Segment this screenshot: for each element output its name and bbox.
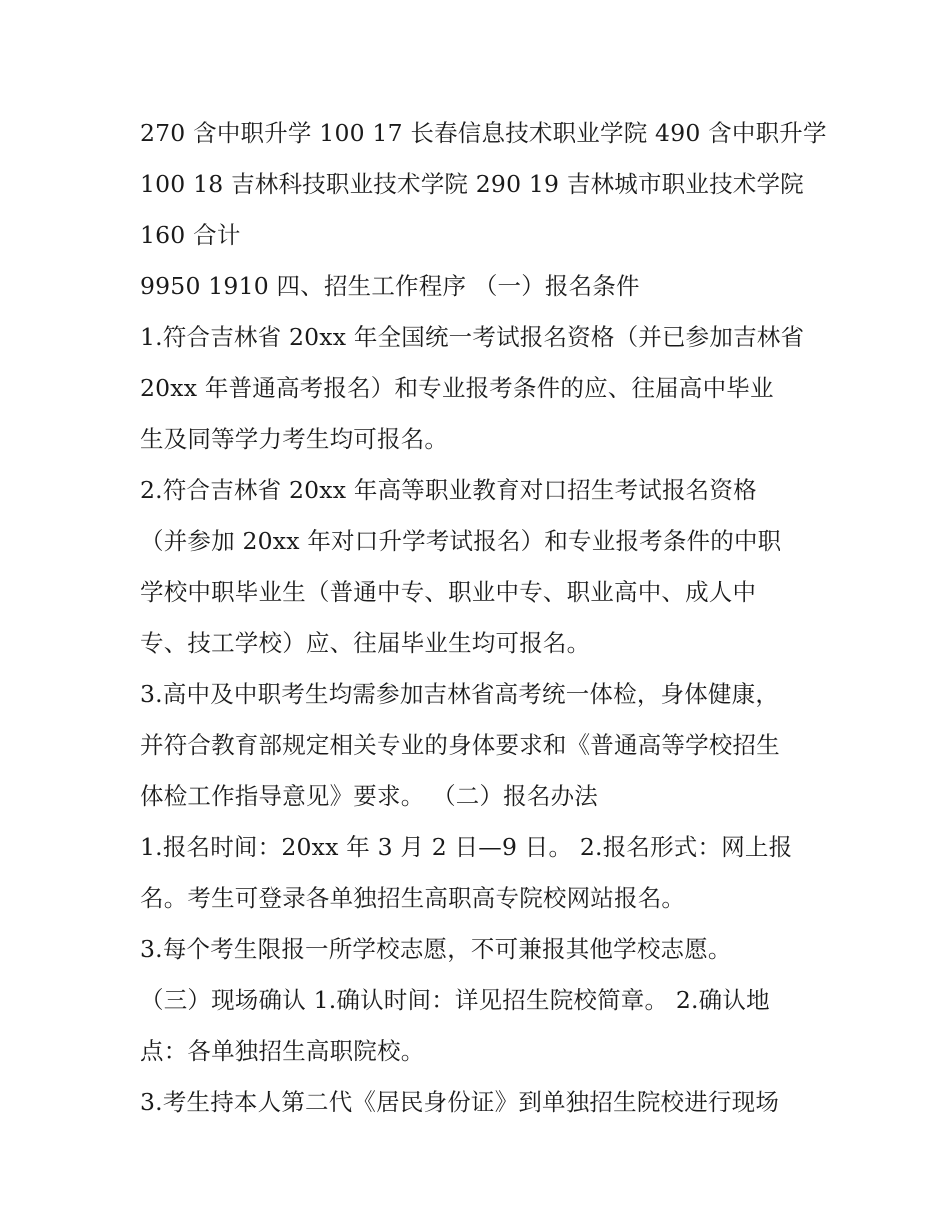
section-heading-line: 9950 1910 四、招生工作程序 （一）报名条件 (140, 272, 640, 300)
text-line: 名。考生可登录各单独招生高职高专院校网站报名。 (140, 884, 686, 912)
text-line: （并参加 20xx 年对口升学考试报名）和专业报考条件的中职 (140, 527, 782, 555)
text-line: 专、技工学校）应、往届毕业生均可报名。 (140, 629, 591, 657)
text-line: 100 18 吉林科技职业技术学院 290 19 吉林城市职业技术学院 (140, 170, 804, 198)
text-line: 3.高中及中职考生均需参加吉林省高考统一体检，身体健康， (140, 680, 780, 708)
text-line: （三）现场确认 1.确认时间：详见招生院校简章。 2.确认地 (140, 986, 770, 1014)
text-line: 160 合计 (140, 221, 241, 249)
text-line: 270 含中职升学 100 17 长春信息技术职业学院 490 含中职升学 (140, 119, 827, 147)
text-line: 学校中职毕业生（普通中专、职业中专、职业高中、成人中 (140, 578, 757, 606)
text-line: 体检工作指导意见》要求。 （二）报名办法 (140, 782, 598, 810)
document-body (140, 108, 830, 1128)
text-line: 1.报名时间：20xx 年 3 月 2 日—9 日。 2.报名形式：网上报 (140, 833, 793, 861)
text-line: 3.考生持本人第二代《居民身份证》到单独招生院校进行现场 (140, 1088, 780, 1116)
text-line: 2.符合吉林省 20xx 年高等职业教育对口招生考试报名资格 (140, 476, 757, 504)
text-line: 20xx 年普通高考报名）和专业报考条件的应、往届高中毕业 (140, 374, 774, 402)
text-line: 点：各单独招生高职院校。 (140, 1037, 425, 1065)
text-line: 并符合教育部规定相关专业的身体要求和《普通高等学校招生 (140, 731, 780, 759)
text-line: 1.符合吉林省 20xx 年全国统一考试报名资格（并已参加吉林省 (140, 323, 805, 351)
text-line: 生及同等学力考生均可报名。 (140, 425, 449, 453)
text-line: 3.每个考生限报一所学校志愿，不可兼报其他学校志愿。 (140, 935, 732, 963)
